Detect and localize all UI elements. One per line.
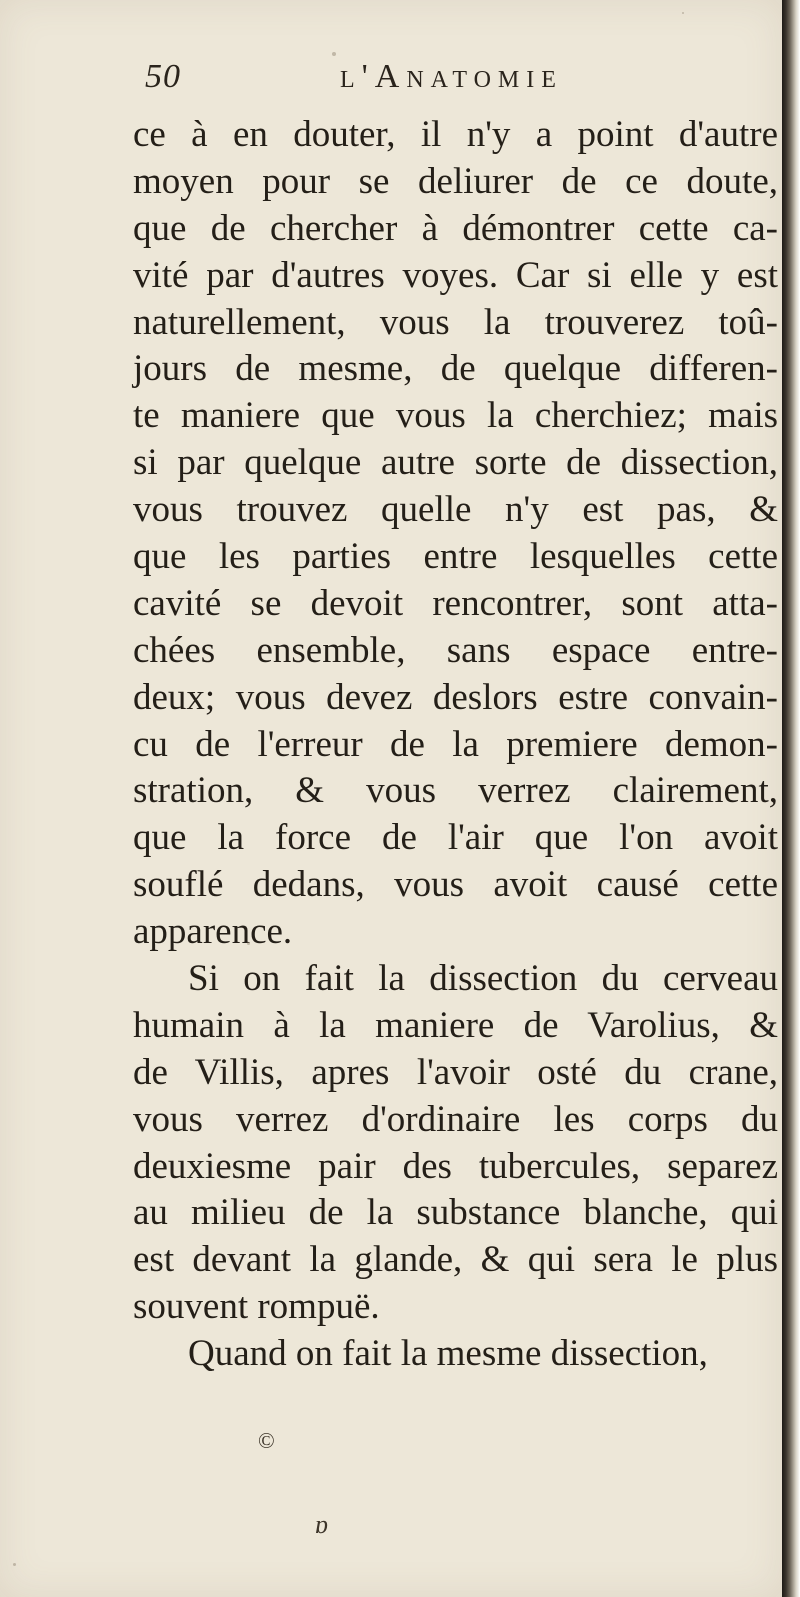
text-line: de Villis, apres l'avoir osté du crane, bbox=[133, 1051, 778, 1093]
text-line: deux; vous devez deslors estre convain- bbox=[133, 676, 778, 718]
text-line: stration, & vous verrez clairement, bbox=[133, 770, 778, 812]
text-line: cu de l'erreur de la premiere demon- bbox=[133, 723, 778, 765]
page-number: 50 bbox=[145, 58, 181, 95]
page-gutter-shadow bbox=[782, 0, 800, 1597]
paper-speck bbox=[332, 52, 336, 56]
text-line: apparence. bbox=[133, 911, 293, 953]
text-line: chées ensemble, sans espace entre- bbox=[133, 629, 778, 671]
text-line: vous verrez d'ordinaire les corps du bbox=[133, 1098, 778, 1140]
paragraph-start-line: Si on fait la dissection du cerveau bbox=[188, 958, 778, 1000]
text-line: te maniere que vous la cherchiez; mais bbox=[133, 395, 778, 437]
text-line: humain à la maniere de Varolius, & bbox=[133, 1004, 778, 1046]
text-line: vous trouvez quelle n'y est pas, & bbox=[133, 489, 778, 531]
printer-mark: ɒ bbox=[315, 1510, 328, 1539]
printer-mark: © bbox=[258, 1428, 275, 1453]
paper-speck bbox=[247, 942, 250, 945]
text-line: souflé dedans, vous avoit causé cette bbox=[133, 864, 778, 906]
text-line: que les parties entre lesquelles cette bbox=[133, 536, 778, 578]
text-line: cavité se devoit rencontrer, sont atta- bbox=[133, 582, 778, 624]
text-line: vité par d'autres voyes. Car si elle y est bbox=[133, 254, 778, 296]
text-line: ce à en douter, il n'y a point d'autre bbox=[133, 114, 778, 155]
page-header bbox=[145, 50, 665, 100]
text-line: que de chercher à démontrer cette ca- bbox=[133, 207, 778, 249]
running-head: l'Anatomie bbox=[340, 58, 563, 95]
text-line: est devant la glande, & qui sera le plus bbox=[133, 1239, 778, 1281]
text-line: si par quelque autre sorte de dissection, bbox=[133, 442, 778, 484]
text-line: deuxiesme pair des tubercules, separez bbox=[133, 1145, 778, 1187]
text-line: souvent rompuë. bbox=[133, 1286, 380, 1328]
paper-speck bbox=[13, 1563, 16, 1566]
body-text bbox=[133, 112, 778, 1378]
paragraph-start-line: Quand on fait la mesme dissection, bbox=[188, 1333, 708, 1375]
text-line: jours de mesme, de quelque differen- bbox=[133, 348, 778, 390]
text-line: que la force de l'air que l'on avoit bbox=[133, 817, 778, 859]
text-line: naturellement, vous la trouverez toû- bbox=[133, 301, 778, 343]
paper-speck bbox=[682, 12, 684, 14]
text-line: au milieu de la substance blanche, qui bbox=[133, 1192, 778, 1234]
text-line: moyen pour se deliurer de ce doute, bbox=[133, 160, 778, 202]
